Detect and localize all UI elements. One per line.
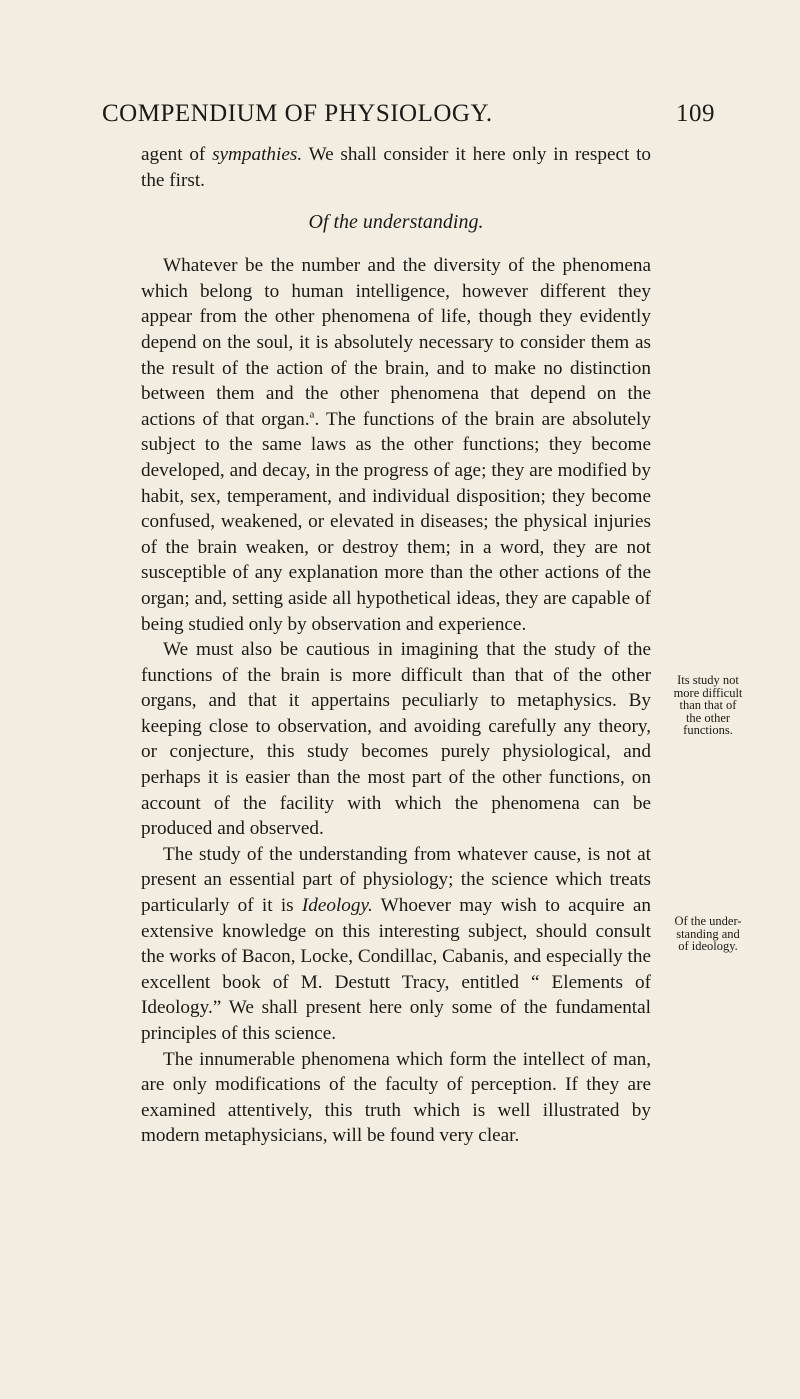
- body-text: [141, 142, 651, 1149]
- emphasis-sympathies: sympathies.: [212, 144, 303, 165]
- footnote-marker: a: [309, 408, 315, 421]
- emphasis-ideology: Ideology.: [301, 895, 373, 917]
- paragraph-continuation: agent of sympathies. We shall consider it here only in respect to the first.: [141, 144, 651, 191]
- paragraph-perception: The innumerable phenomena which form the intellect of man, are only modifications of the faculty of perception. If they are examined attentively, this truth which is well illustrated by modern metaphysicians, will be found very clear.: [141, 1048, 651, 1147]
- margin-note-ideology: Of the under- standing and of ideology.: [674, 914, 742, 953]
- page-number: 109: [676, 100, 715, 127]
- paragraph-ideology: The study of the understanding from whatever cause, is not at present an essential part of physiology; the science which treats particularly of it is Ideology. Whoever may wish to acquire an extensive knowledge on this interesting subject, should consult the works of Bacon, Locke, Condillac, Cabanis, and especially the excellent book of M. Destutt Tracy, entitled “ Elements of Ideology.” We shall present here only some of the fundamental principles of this science.: [141, 843, 651, 1044]
- paragraph-understanding: Whatever be the number and the diversity of the phenomena which belong to human intelligence, however different they appear from the other phenomena of life, though they evidently depend on the soul, it is absolutely necessary to consider them as the result of the action of the brain, and to make no distinction between them and the other phenomena that depend on the actions of that organ.$^a$. The functions of the brain are absolutely subject to the same laws as the other functions; they become developed, and decay, in the progress of age; they are modified by habit, sex, temperament, and individual disposition; they become confused, weakened, or elevated in diseases; the physical injuries of the brain weaken, or destroy them; in a word, they are not susceptible of any explanation more than the other actions of the organ; and, setting aside all hypothetical ideas, they are capable of being studied only by observation and experience.: [141, 255, 651, 635]
- running-title: COMPENDIUM OF PHYSIOLOGY.: [102, 100, 493, 127]
- margin-note-study: Its study not more difficult than that of the other functions.: [673, 673, 743, 737]
- paragraph-study-not-difficult: We must also be cautious in imagining that the study of the functions of the brain is more difficult than that of the other organs, and that it appertains peculiarly to metaphysics. By keeping close to observation, and avoiding carefully any theory, or conjecture, this study becomes purely physiological, and perhaps it is easier than the most part of the other functions, on account of the facility with which the phenomena can be produced and observed.: [141, 639, 651, 840]
- section-subheading: Of the understanding.: [308, 211, 484, 234]
